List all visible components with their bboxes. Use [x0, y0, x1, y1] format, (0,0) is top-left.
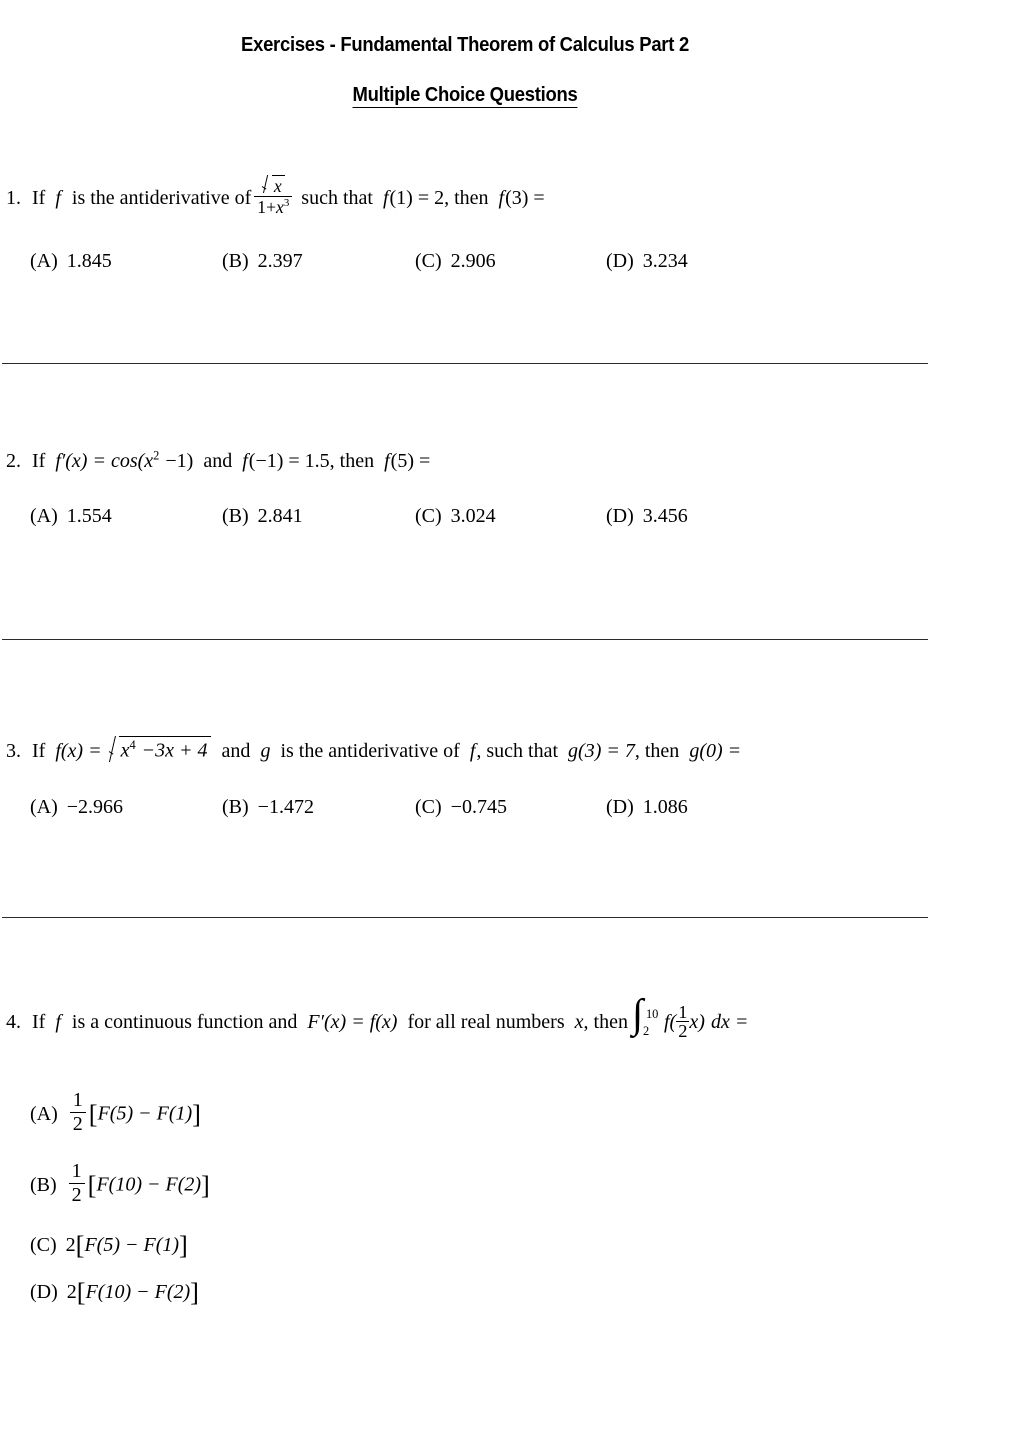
q1-radicand: x — [272, 175, 285, 195]
question-1-text — [32, 176, 545, 218]
q1-fraction-denominator — [254, 197, 292, 216]
choice-1-c[interactable] — [415, 250, 496, 273]
choice-2-d-label: (D) — [606, 505, 634, 527]
choice-2-a-label: (A) — [30, 505, 58, 527]
q4-half-numerator: 1 — [678, 1002, 688, 1022]
question-3-number: 3. — [6, 739, 21, 762]
choice-4-a[interactable] — [30, 1090, 201, 1135]
bracket-close-icon: ] — [179, 1230, 188, 1260]
q4-half-fraction — [676, 1003, 689, 1041]
choice-2-d[interactable] — [606, 505, 688, 528]
integral-lower-limit: 2 — [642, 1023, 650, 1038]
choice-2-c-label: (C) — [415, 505, 442, 527]
q3-f-symbol: f — [469, 739, 476, 762]
q1-part-1: If — [32, 187, 46, 210]
q2-exponent: 2 — [153, 448, 160, 462]
q3-ask: g(0) = — [689, 739, 742, 762]
choice-2-c[interactable] — [415, 505, 496, 528]
choice-1-a-value: 1.845 — [66, 250, 112, 272]
integral-symbol: ∫ — [631, 990, 644, 1037]
choice-4-b-label: (B) — [30, 1173, 57, 1196]
choice-1-c-label: (C) — [415, 250, 442, 272]
q3-part-5: , then — [634, 739, 680, 762]
question-1-number: 1. — [6, 187, 21, 210]
choice-4-c-expr: F(5) − F(1) — [84, 1233, 180, 1256]
q2-var: x — [144, 449, 154, 472]
bracket-open-icon: [ — [88, 1098, 98, 1129]
choice-4-b-num: 1 — [69, 1161, 85, 1184]
choice-2-b-value: 2.841 — [257, 505, 303, 527]
choice-4-d-label: (D) — [30, 1280, 58, 1303]
choice-1-d-label: (D) — [606, 250, 634, 272]
choice-1-b[interactable] — [222, 250, 303, 273]
question-2 — [6, 448, 430, 474]
q3-part-4: , such that — [476, 739, 559, 762]
q1-den-lead: 1+ — [257, 197, 277, 218]
q1-fraction-numerator — [254, 174, 292, 197]
choice-4-d[interactable] — [30, 1277, 199, 1308]
choice-1-d-value: 3.234 — [642, 250, 688, 272]
q2-ask: (5) = — [390, 449, 431, 472]
q4-integrand-var: x) — [689, 1011, 705, 1034]
q2-condition: (−1) = 1.5 — [248, 449, 330, 472]
choice-3-b-value: −1.472 — [257, 796, 314, 818]
choice-1-d[interactable] — [606, 250, 688, 273]
bracket-open-icon: [ — [76, 1277, 86, 1307]
section-divider-1 — [2, 363, 928, 364]
q3-fx: f(x) = — [55, 739, 102, 762]
q3-g-symbol: g — [260, 739, 271, 762]
choice-3-a-label: (A) — [30, 796, 58, 818]
choice-1-a-label: (A) — [30, 250, 58, 272]
question-3-text — [32, 740, 741, 762]
choice-4-a-fraction — [70, 1090, 86, 1135]
choice-1-a[interactable] — [30, 250, 112, 273]
question-1 — [6, 174, 545, 217]
q3-rad-exponent: 4 — [129, 738, 136, 752]
sqrt-icon — [108, 735, 211, 764]
question-4-number: 4. — [6, 1011, 21, 1034]
q2-ask-fn: f — [384, 449, 390, 472]
choice-1-b-value: 2.397 — [257, 250, 303, 272]
choice-3-c-label: (C) — [415, 796, 442, 818]
page-subtitle-text: Multiple Choice Questions — [352, 83, 578, 106]
choice-4-a-den: 2 — [72, 1113, 83, 1135]
integral-upper-limit: 10 — [645, 1006, 659, 1021]
choice-3-d-label: (D) — [606, 796, 634, 818]
q3-part-1: If — [32, 739, 46, 762]
q3-condition: g(3) = 7 — [568, 739, 635, 762]
choice-4-c[interactable] — [30, 1230, 188, 1261]
choice-4-b-den: 2 — [71, 1184, 82, 1206]
bracket-open-icon: [ — [87, 1169, 97, 1200]
choice-1-b-label: (B) — [222, 250, 249, 272]
q4-dx: dx = — [710, 1011, 749, 1034]
choice-2-b[interactable] — [222, 505, 303, 528]
choice-4-b-expr: F(10) − F(2) — [96, 1173, 202, 1196]
choice-1-c-value: 2.906 — [450, 250, 496, 272]
choice-4-c-coefficient: 2 — [65, 1233, 76, 1256]
q4-f-symbol: f — [55, 1011, 61, 1034]
choice-2-d-value: 3.456 — [642, 505, 688, 527]
choice-4-d-expr: F(10) − F(2) — [85, 1280, 191, 1303]
q1-function-symbol: f — [55, 187, 61, 210]
q4-part-4: , then — [583, 1011, 628, 1034]
question-4-text — [32, 990, 749, 1042]
q2-rest: −1) — [165, 449, 194, 472]
question-4 — [6, 990, 749, 1042]
q2-part-2: and — [203, 449, 233, 472]
bracket-open-icon: [ — [75, 1230, 85, 1260]
choice-3-b[interactable] — [222, 796, 314, 819]
q3-part-3: is the antiderivative of — [280, 739, 460, 762]
choice-4-d-coefficient: 2 — [66, 1280, 77, 1303]
choice-4-a-expr: F(5) − F(1) — [97, 1102, 193, 1125]
q2-cond-fn: f — [242, 449, 248, 472]
question-3 — [6, 735, 741, 764]
choice-2-b-label: (B) — [222, 505, 249, 527]
q1-den-var: x — [276, 197, 284, 218]
q1-ask: (3) = — [505, 187, 545, 210]
question-2-text — [32, 450, 430, 472]
q2-part-3: , then — [329, 449, 375, 472]
q4-part-3: for all real numbers — [407, 1011, 565, 1034]
choice-4-c-label: (C) — [30, 1233, 57, 1256]
section-divider-2 — [2, 639, 928, 640]
section-divider-3 — [2, 917, 928, 918]
choice-3-b-label: (B) — [222, 796, 249, 818]
q4-part-1: If — [32, 1011, 46, 1034]
choice-3-d-value: 1.086 — [642, 796, 688, 818]
q1-fraction — [254, 174, 292, 217]
q4-integrand-fn: f( — [663, 1011, 677, 1034]
sqrt-icon — [261, 174, 285, 195]
choice-3-c[interactable] — [415, 796, 507, 819]
bracket-close-icon: ] — [190, 1277, 199, 1307]
choice-3-a-value: −2.966 — [66, 796, 124, 818]
q2-part-1: If — [32, 449, 46, 472]
choice-2-a-value: 1.554 — [66, 505, 112, 527]
q1-ask-fn: f — [498, 187, 505, 210]
choice-4-a-num: 1 — [70, 1090, 86, 1113]
choice-3-d[interactable] — [606, 796, 688, 819]
q4-half-denominator: 2 — [678, 1021, 688, 1042]
question-3-choices — [0, 796, 1024, 826]
q1-den-exponent: 3 — [283, 197, 290, 210]
q1-part-3: such that — [301, 187, 373, 210]
choice-2-c-value: 3.024 — [450, 505, 496, 527]
question-2-choices — [0, 505, 1024, 535]
q1-condition: (1) = 2 — [389, 187, 445, 210]
choice-3-c-value: −0.745 — [450, 796, 507, 818]
choice-3-a[interactable] — [30, 796, 123, 819]
choice-2-a[interactable] — [30, 505, 112, 528]
q1-part-4: , then — [444, 187, 489, 210]
q4-part-2: is a continuous function and — [71, 1011, 298, 1034]
q3-part-2: and — [221, 739, 251, 762]
integral-icon — [631, 990, 662, 1038]
question-1-choices — [0, 250, 1024, 280]
bracket-close-icon: ] — [192, 1098, 201, 1129]
q1-cond-fn: f — [382, 187, 389, 210]
q2-fprime: f′(x) = cos( — [55, 449, 145, 472]
question-2-number: 2. — [6, 449, 21, 472]
choice-4-b-fraction — [69, 1161, 85, 1206]
q3-rad-rest: −3x + 4 — [141, 739, 208, 762]
page-subtitle — [47, 83, 884, 107]
bracket-close-icon: ] — [201, 1169, 210, 1200]
page-title: Exercises - Fundamental Theorem of Calculus Part 2 — [241, 33, 689, 56]
q3-radicand — [119, 736, 211, 764]
q4-F-prime: F′(x) = f(x) — [307, 1011, 398, 1034]
q1-part-2: is the antiderivative of — [71, 187, 252, 210]
choice-4-b[interactable] — [30, 1161, 210, 1206]
choice-4-a-label: (A) — [30, 1102, 58, 1125]
q4-var: x — [574, 1011, 584, 1034]
q3-rad-var: x — [120, 739, 130, 762]
